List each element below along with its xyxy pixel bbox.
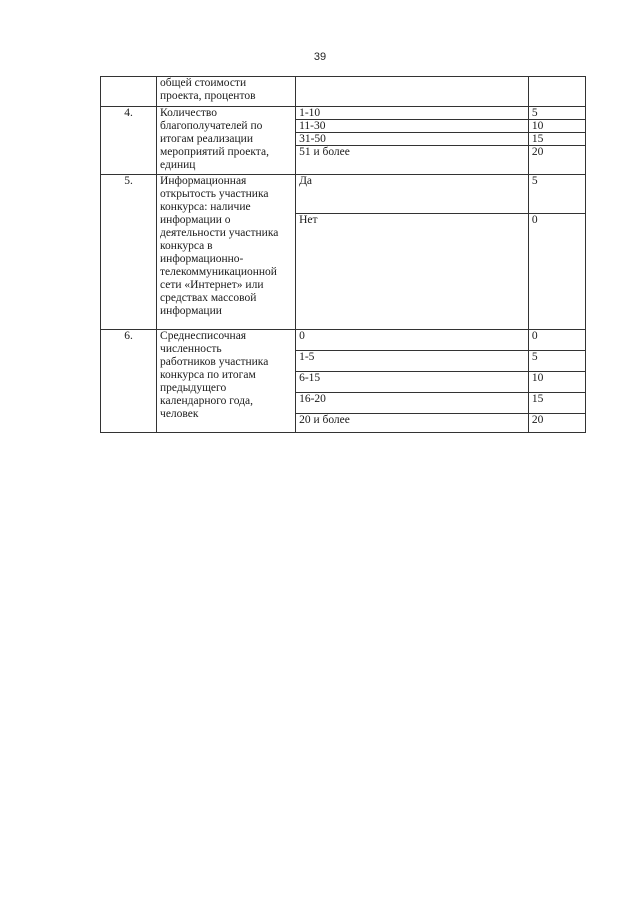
criterion-cell — [157, 77, 296, 107]
criterion-line: проекта, процентов — [160, 90, 256, 102]
option-cell: 1-5 — [296, 351, 529, 372]
row-number-cell: 5. — [101, 175, 157, 330]
criterion-line: численность — [160, 343, 222, 355]
option-cell: 6-15 — [296, 372, 529, 393]
criterion-line: Среднесписочная — [160, 330, 247, 342]
criterion-line: человек — [160, 408, 199, 420]
criterion-line: средствах массовой — [160, 292, 257, 304]
criterion-line: единиц — [160, 159, 196, 171]
option-cell: Да — [296, 175, 529, 214]
option-cell: 20 и более — [296, 414, 529, 433]
criterion-cell — [157, 107, 296, 175]
criterion-line: информации о — [160, 214, 231, 226]
option-cell: 11-30 — [296, 120, 529, 133]
criterion-cell — [157, 175, 296, 330]
table-row-6 — [101, 330, 586, 351]
points-cell: 0 — [528, 330, 585, 351]
points-cell: 10 — [528, 120, 585, 133]
table-row-continuation — [101, 77, 586, 107]
criterion-line: предыдущего — [160, 382, 227, 394]
criterion-line: благополучателей по — [160, 120, 263, 132]
option-cell: 31-50 — [296, 133, 529, 146]
criterion-line: конкурса в — [160, 240, 213, 252]
criterion-line: итогам реализации — [160, 133, 253, 145]
points-cell: 15 — [528, 133, 585, 146]
page-number: 39 — [313, 51, 327, 63]
criterion-line: Информационная — [160, 175, 247, 187]
points-cell: 20 — [528, 414, 585, 433]
option-cell: 0 — [296, 330, 529, 351]
criterion-line: работников участника — [160, 356, 269, 368]
criterion-line: информационно- — [160, 253, 244, 265]
option-cell: 16-20 — [296, 393, 529, 414]
option-cell: 1-10 — [296, 107, 529, 120]
criterion-line: открытость участника — [160, 188, 269, 200]
points-cell: 5 — [528, 351, 585, 372]
criterion-line: календарного года, — [160, 395, 253, 407]
criterion-cell — [157, 330, 296, 433]
option-cell: Нет — [296, 214, 529, 330]
points-cell: 20 — [528, 146, 585, 175]
criterion-line: деятельности участника — [160, 227, 279, 239]
criterion-line: конкурса: наличие — [160, 201, 251, 213]
points-cell: 0 — [528, 214, 585, 330]
row-number-cell: 6. — [101, 330, 157, 433]
criterion-line: Количество — [160, 107, 218, 119]
criterion-line: мероприятий проекта, — [160, 146, 269, 158]
table-row-5 — [101, 175, 586, 214]
points-cell: 5 — [528, 107, 585, 120]
criterion-line: информации — [160, 305, 222, 317]
points-cell — [528, 77, 585, 107]
row-number-cell — [101, 77, 157, 107]
criterion-line: сети «Интернет» или — [160, 279, 264, 291]
criteria-table — [100, 76, 586, 433]
option-cell — [296, 77, 529, 107]
table-row-4 — [101, 107, 586, 120]
criterion-line: общей стоимости — [160, 77, 247, 89]
option-cell: 51 и более — [296, 146, 529, 175]
criterion-line: телекоммуникационной — [160, 266, 277, 278]
points-cell: 15 — [528, 393, 585, 414]
criterion-line: конкурса по итогам — [160, 369, 256, 381]
points-cell: 10 — [528, 372, 585, 393]
row-number-cell: 4. — [101, 107, 157, 175]
points-cell: 5 — [528, 175, 585, 214]
